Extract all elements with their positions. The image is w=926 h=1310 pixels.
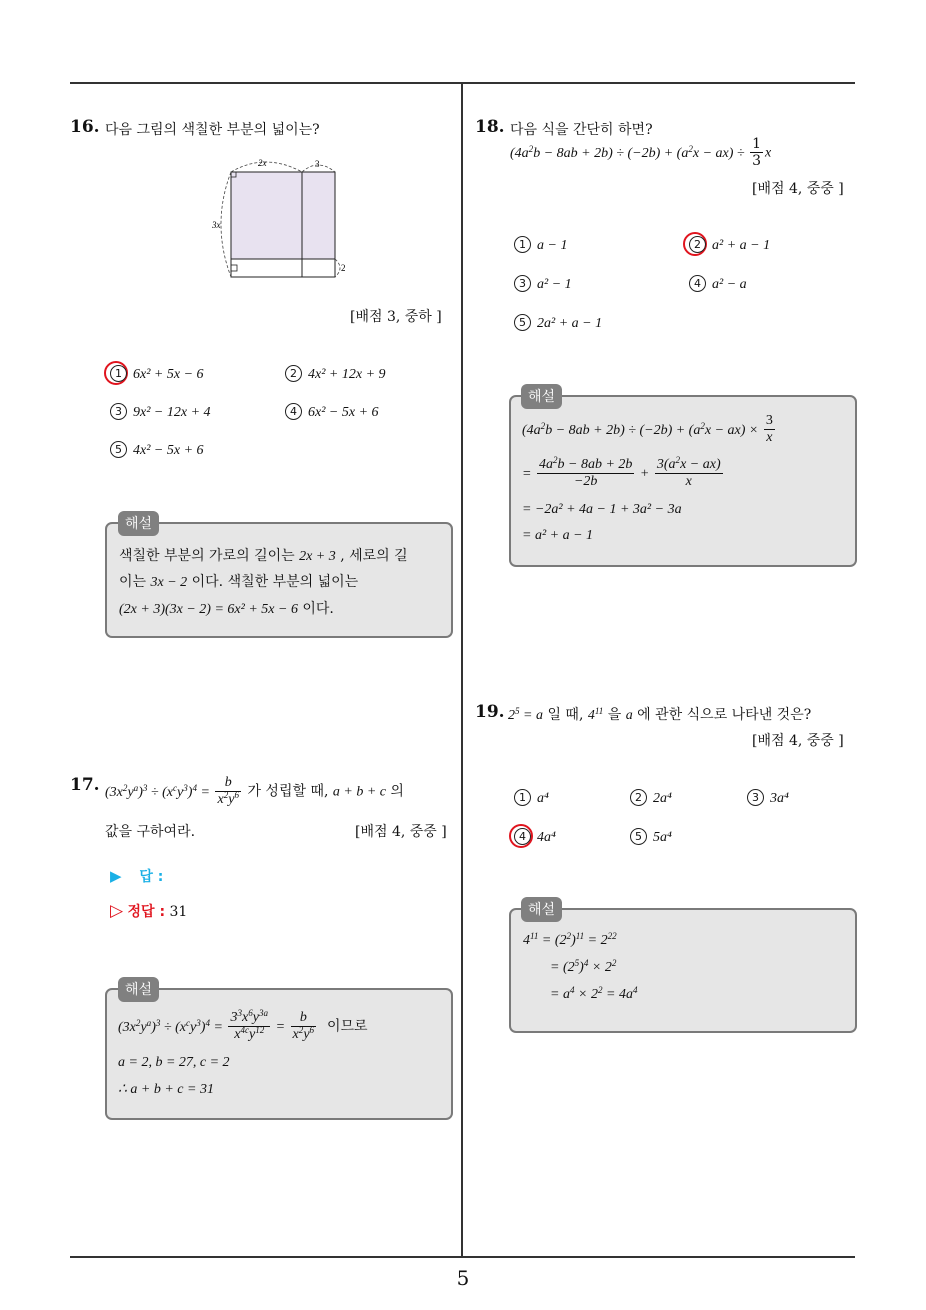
q18-option-4[interactable]: 4 a² − a [689,275,747,293]
q18-option-1[interactable]: 1 a − 1 [514,236,567,254]
q19-exp-line2: = $(2^5)^4 \times 2^2$ [550,958,617,975]
q16-option-5[interactable]: 5 4x² − 5x + 6 [110,441,204,459]
q19-number: 19. [475,702,505,722]
answer-arrow-icon: ▶ [110,867,122,885]
q17-number: 17. [70,775,100,795]
correct-arrow-icon: ▷ [110,901,124,921]
q18-option-5[interactable]: 5 2a² + a − 1 [514,314,602,332]
q17-question-line1: $(3x^2y^a)^3 \div (x^cy^3)^4$ = $\frac{b}{x^2y^6}$ 가 성립할 때, a + b + c 의 [105,775,404,808]
page-number: 5 [456,1266,470,1290]
fig-label-2x: 2x [258,158,267,168]
q19-exp-line1: $4^{11} = (2^2)^{11} = 2^{22}$ [523,931,617,948]
q19-exp-line3: = $a^4 \times 2^2 = 4a^4$ [550,985,638,1002]
q19-question: $2^5 = a$ 일 때, $4^{11}$ 을 a 에 관한 식으로 나타낸 것은? [508,706,812,723]
q19-option-2[interactable]: 2 2a⁴ [630,789,672,807]
fig-label-3x: 3x [212,220,221,230]
q18-score: [배점 4, 중중 ] [752,181,844,197]
q17-exp-line1: $(3x^2y^a)^3 \div (x^cy^3)^4$ = $\frac{3^3x^6y^{3a}}{x^{4c}y^{12}}$ = $\frac{b}{x^2y^6}$ 이므로 [118,1008,368,1043]
q16-number: 16. [70,117,100,137]
q18-exp-line1: $(4a^2b - 8ab + 2b) \div (-2b) + (a^2x - ax)$ × $\frac{3}{x}$ [522,413,773,446]
q18-explanation-tag: 해설 [521,384,562,409]
q18-option-3[interactable]: 3 a² − 1 [514,275,572,293]
q16-question: 다음 그림의 색칠한 부분의 넓이는? [105,122,320,138]
q16-exp-line1: 색칠한 부분의 가로의 길이는 2x + 3 , 세로의 길 [119,548,408,564]
q18-exp-line4: = a² + a − 1 [522,528,594,543]
q19-option-5[interactable]: 5 5a⁴ [630,828,672,846]
q18-exp-line2: = $\frac{4a^2b - 8ab + 2b}{-2b}$ + $\frac{3(a^2x - ax)}{x}$ [522,455,721,490]
q16-figure [205,152,355,282]
q17-exp-line3: ∴ a + b + c = 31 [118,1082,214,1097]
q16-exp-line3: (2x + 3)(3x − 2) = 6x² + 5x − 6 이다. [119,601,334,617]
q19-option-3[interactable]: 3 3a⁴ [747,789,789,807]
q19-option-1[interactable]: 1 a⁴ [514,789,549,807]
q18-expression: $(4a^2b - 8ab + 2b) \div (-2b) + (a^2x - ax)$ ÷ $\frac{1}{3}$ x [510,136,772,170]
q19-option-4[interactable]: 4 4a⁴ [514,828,556,846]
q18-number: 18. [475,117,505,137]
q17-fraction: $\frac{b}{x^2y^6}$ [217,775,239,808]
q16-exp-line2: 이는 3x − 2 이다. 색칠한 부분의 넓이는 [119,574,359,590]
q18-question: 다음 식을 간단히 하면? [510,122,653,138]
q17-explanation-tag: 해설 [118,977,159,1002]
q16-option-4[interactable]: 4 6x² − 5x + 6 [285,403,379,421]
q19-score: [배점 4, 중중 ] [752,733,844,749]
fig-label-3: 3 [315,159,320,169]
q16-option-3[interactable]: 3 9x² − 12x + 4 [110,403,211,421]
q17-correct-row: ▷ 정답 : 31 [110,901,188,921]
fig-label-2: 2 [341,263,346,273]
q16-score: [배점 3, 중하 ] [350,309,442,325]
q16-explanation-tag: 해설 [118,511,159,536]
q19-explanation-tag: 해설 [521,897,562,922]
bottom-rule [70,1256,855,1258]
q17-explanation-box [105,988,453,1120]
column-divider [461,84,463,1256]
q18-exp-line3: = −2a² + 4a − 1 + 3a² − 3a [522,502,682,517]
q17-exp-line2: a = 2, b = 27, c = 2 [118,1055,230,1070]
q17-score: [배점 4, 중중 ] [355,824,447,840]
q16-option-1[interactable]: 1 6x² + 5x − 6 [110,365,204,383]
q16-option-2[interactable]: 2 4x² + 12x + 9 [285,365,386,383]
q18-option-2[interactable]: 2 a² + a − 1 [689,236,770,254]
q17-answer-row[interactable]: ▶ 답 : [110,867,164,885]
q17-question-line2: 값을 구하여라. [105,824,196,840]
